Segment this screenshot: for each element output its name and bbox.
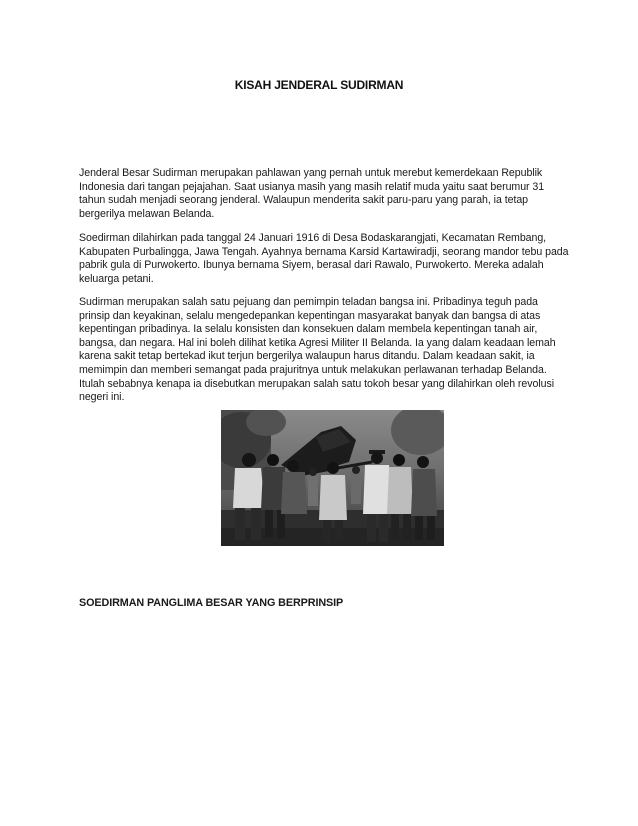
document-title: KISAH JENDERAL SUDIRMAN bbox=[234, 78, 404, 92]
paragraph-character: Sudirman merupakan salah satu pejuang dan pemimpin teladan bangsa ini. Pribadinya teguh pada prinsip dan keyakinan, selalu mengedepankan kepentingan masyarakat banyak dan bangsa di atas kepentingan pribadinya. Ia selalu konsisten dan konsekuen dalam membela kepentingan tanah air, bangsa, dan negara. Hal ini boleh dilihat ketika Agresi Militer II Belanda. Ia yang dalam keadaan lemah karena sakit tetap bertekad ikut terjun bergerilya walaupun harus ditandu. Dalam keadaan sakit, ia memimpin dan memberi semangat pada prajuritnya untuk melakukan perlawanan terhadap Belanda. Itulah sebabnya kenapa ia disebutkan merupakan salah satu tokoh besar yang dilahirkan oleh revolusi negeri ini. bbox=[79, 296, 556, 404]
paragraph-birth: Soedirman dilahirkan pada tanggal 24 Januari 1916 di Desa Bodaskarangjati, Kecamatan Rembang, Kabupaten Purbalingga, Jawa Tengah. Ayahnya bernama Karsid Kartawiradji, seorang mandor tebu pada pabrik gula di Purwokerto. Ibunya bernama Siyem, berasal dari Rawalo, Purwokerto. Mereka adalah keluarga petani. bbox=[79, 232, 569, 285]
photo-sudirman-carried-on-stretcher bbox=[221, 410, 444, 546]
paragraph-introduction: Jenderal Besar Sudirman merupakan pahlawan yang pernah untuk merebut kemerdekaan Republik Indonesia dari tangan pejajahan. Saat usianya masih yang masih relatif muda yaitu saat berumur 31 tahun sudah menjadi seorang jenderal. Walaupun menderita sakit paru-paru yang parah, ia tetap bergerilya melawan Belanda. bbox=[79, 167, 545, 220]
section-heading: SOEDIRMAN PANGLIMA BESAR YANG BERPRINSIP bbox=[79, 597, 344, 609]
historical-photo bbox=[221, 410, 444, 546]
